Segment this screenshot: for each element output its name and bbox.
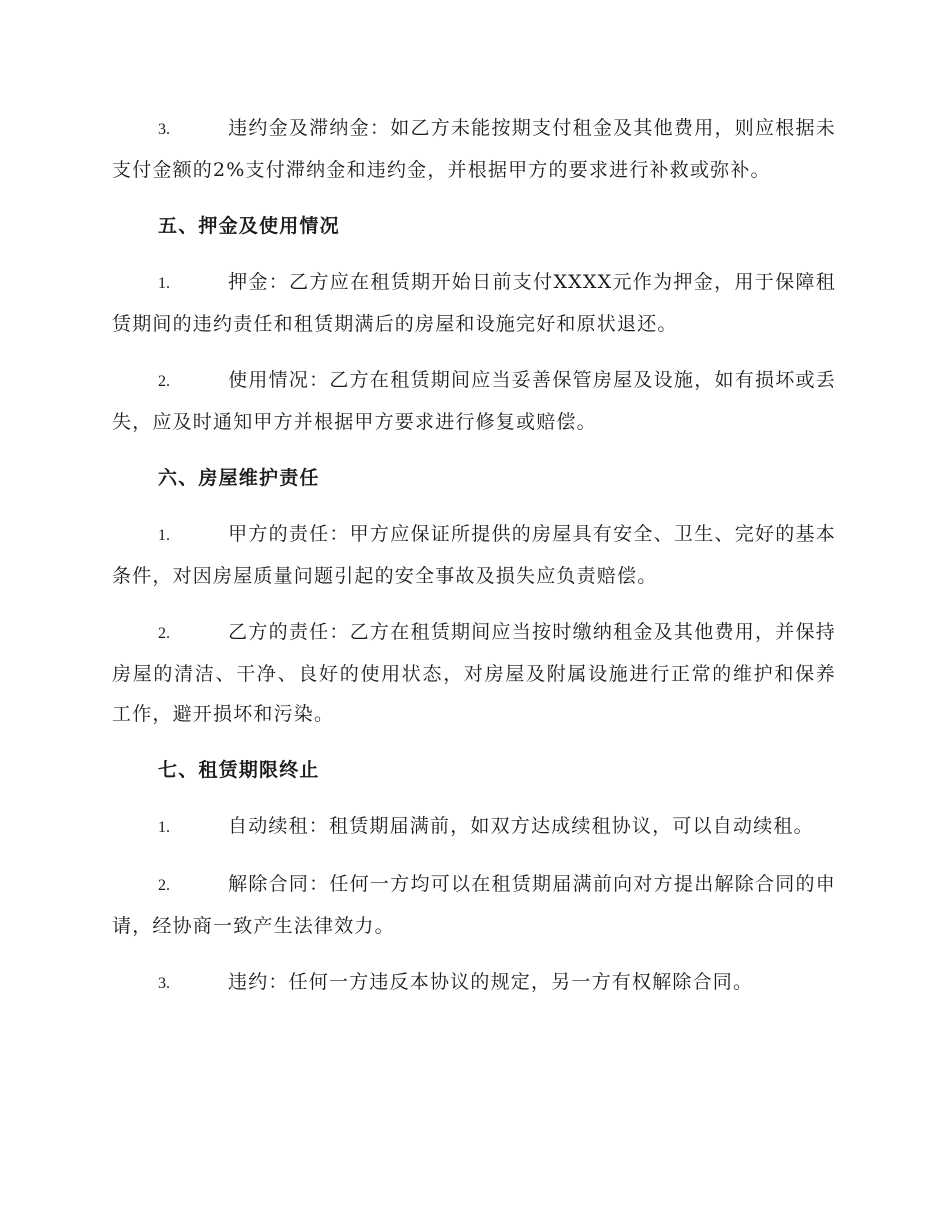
clause-number: 2. xyxy=(158,877,170,894)
clause-text: 解除合同：任何一方均可以在租赁期届满前向对方提出解除合同的申请，经协商一致产生法律效力。 xyxy=(112,873,836,937)
clause-6-2 xyxy=(112,612,836,734)
clause-6-1 xyxy=(112,514,836,596)
document-body xyxy=(112,108,836,1020)
clause-number: 3. xyxy=(158,121,170,138)
clause-text: 违约：任何一方违反本协议的规定，另一方有权解除合同。 xyxy=(228,971,754,993)
section-heading-5: 五、押金及使用情况 xyxy=(158,215,340,237)
clause-text: 甲方的责任：甲方应保证所提供的房屋具有安全、卫生、完好的基本条件，对因房屋质量问题引起的安全事故及损失应负责赔偿。 xyxy=(112,523,836,587)
clause-5-2 xyxy=(112,360,836,442)
clause-text: 违约金及滞纳金：如乙方未能按期支付租金及其他费用，则应根据未支付金额的2%支付滞纳金和违约金，并根据甲方的要求进行补救或弥补。 xyxy=(112,117,836,181)
clause-number: 2. xyxy=(158,373,170,390)
section-heading-6: 六、房屋维护责任 xyxy=(158,467,320,489)
clause-7-1 xyxy=(112,806,836,848)
clause-text: 自动续租：租赁期届满前，如双方达成续租协议，可以自动续租。 xyxy=(228,815,814,837)
clause-4-3 xyxy=(112,108,836,190)
clause-number: 2. xyxy=(158,625,170,642)
section-heading-7: 七、租赁期限终止 xyxy=(158,759,320,781)
clause-text: 乙方的责任：乙方在租赁期间应当按时缴纳租金及其他费用，并保持房屋的清洁、干净、良好的使用状态，对房屋及附属设施进行正常的维护和保养工作，避开损坏和污染。 xyxy=(112,621,836,725)
clause-number: 3. xyxy=(158,975,170,992)
clause-text: 使用情况：乙方在租赁期间应当妥善保管房屋及设施，如有损坏或丢失，应及时通知甲方并根据甲方要求进行修复或赔偿。 xyxy=(112,369,836,433)
clause-5-1 xyxy=(112,262,836,344)
clause-number: 1. xyxy=(158,527,170,544)
clause-number: 1. xyxy=(158,275,170,292)
clause-7-3 xyxy=(112,962,836,1004)
clause-text: 押金：乙方应在租赁期开始日前支付XXXX元作为押金，用于保障租赁期间的违约责任和租赁期满后的房屋和设施完好和原状退还。 xyxy=(112,271,836,335)
clause-7-2 xyxy=(112,864,836,946)
clause-number: 1. xyxy=(158,819,170,836)
